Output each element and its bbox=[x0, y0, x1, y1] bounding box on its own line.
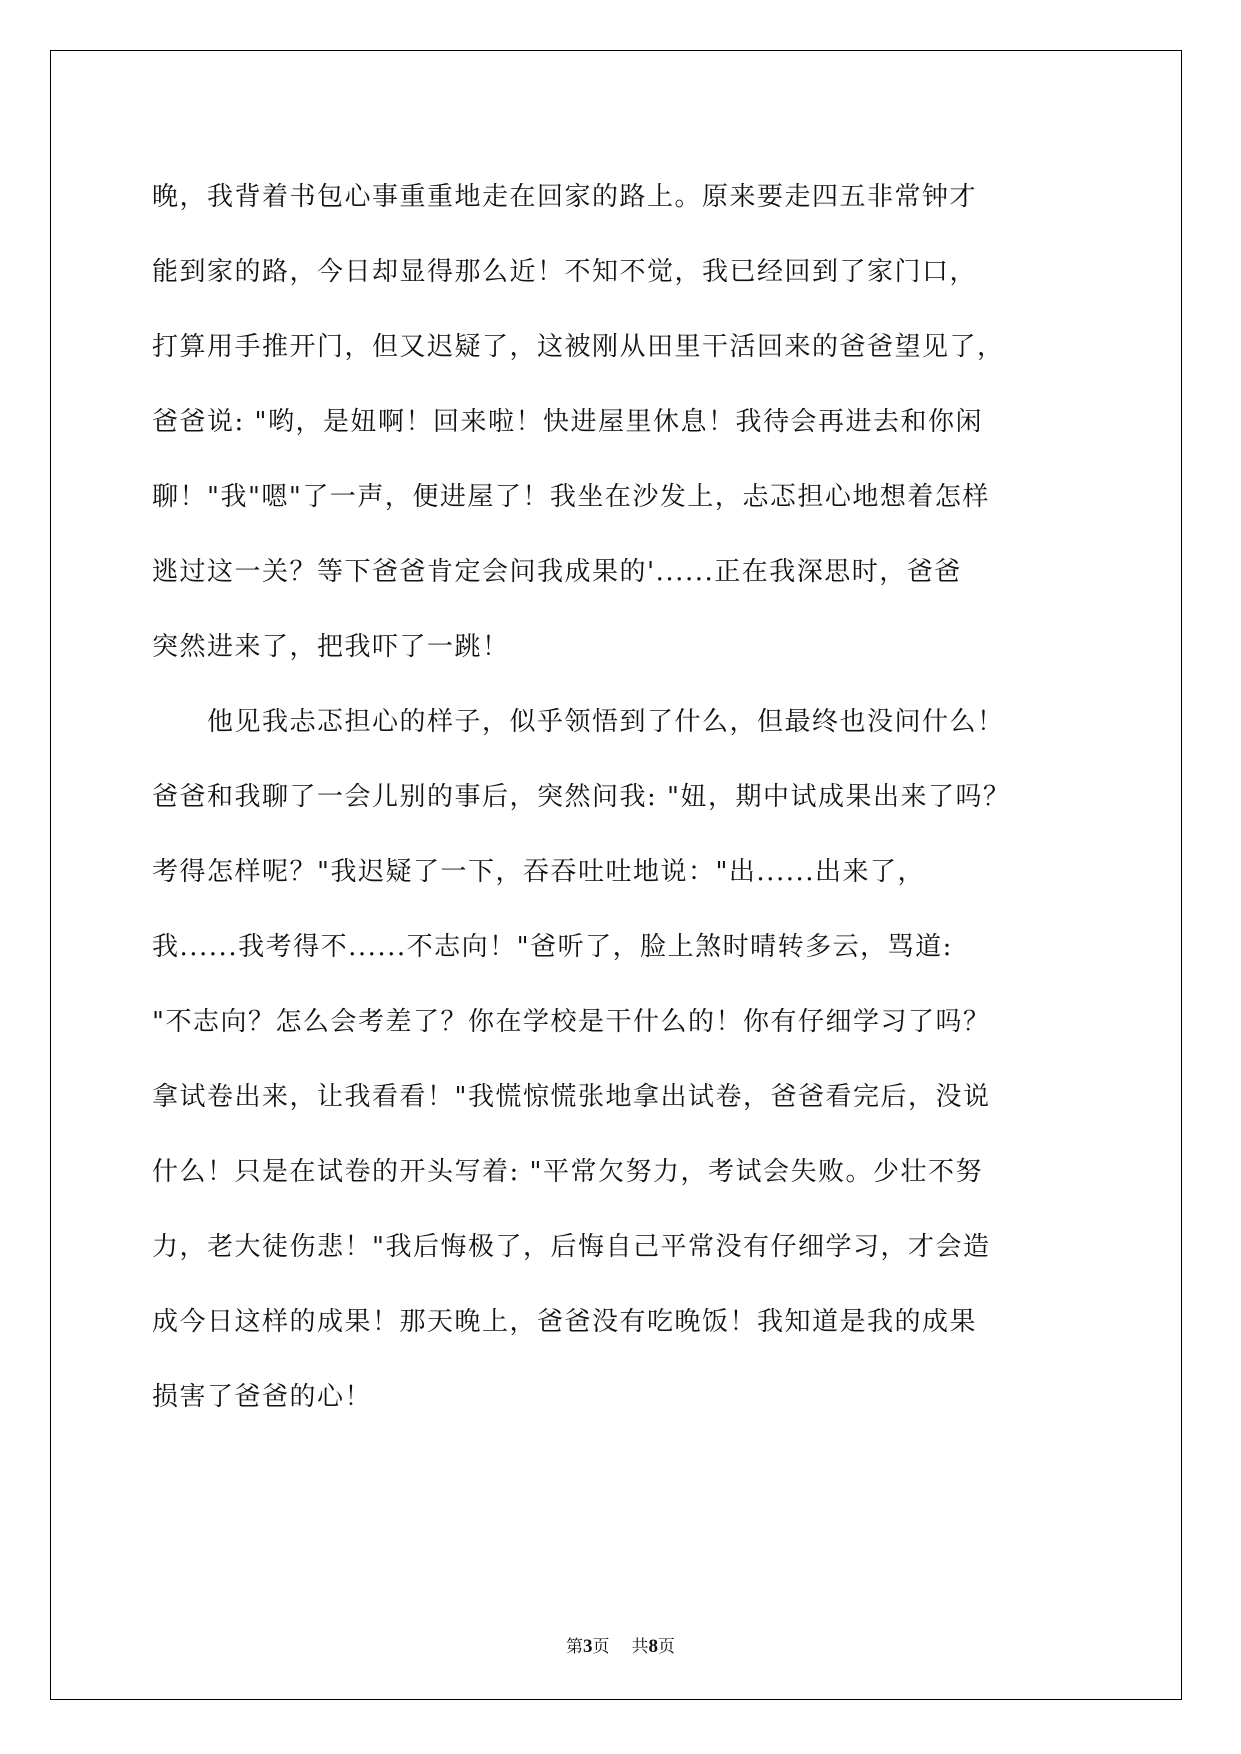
total-prefix: 共 bbox=[631, 1637, 649, 1657]
text-line: 聊！"我"嗯"了一声，便进屋了！我坐在沙发上，忐忑担心地想着怎样 bbox=[152, 482, 990, 512]
text-line: 拿试卷出来，让我看看！"我慌惊慌张地拿出试卷，爸爸看完后，没说 bbox=[152, 1082, 991, 1112]
text-line: 我......我考得不......不志向！"爸听了，脸上煞时晴转多云，骂道: bbox=[152, 932, 953, 962]
text-line: 逃过这一关？等下爸爸肯定会问我成果的'......正在我深思时，爸爸 bbox=[152, 557, 962, 587]
text-line: 力，老大徒伤悲！"我后悔极了，后悔自己平常没有仔细学习，才会造 bbox=[152, 1232, 991, 1262]
text-line: 考得怎样呢？"我迟疑了一下，吞吞吐吐地说："出......出来了， bbox=[152, 857, 926, 887]
text-line: "不志向？怎么会考差了？你在学校是干什么的！你有仔细学习了吗？ bbox=[152, 1007, 991, 1037]
page-prefix: 第 bbox=[566, 1637, 583, 1657]
page-suffix: 页 bbox=[592, 1637, 610, 1657]
text-line: 什么！只是在试卷的开头写着: "平常欠努力，考试会失败。少壮不努 bbox=[152, 1157, 983, 1187]
text-line: 突然进来了，把我吓了一跳！ bbox=[152, 632, 510, 662]
text-line: 损害了爸爸的心！ bbox=[152, 1382, 373, 1412]
total-suffix: 页 bbox=[658, 1637, 675, 1657]
text-line: 能到家的路，今日却显得那么近！不知不觉，我已经回到了家门口， bbox=[152, 257, 978, 287]
page-footer bbox=[0, 1632, 1241, 1658]
text-line: 成今日这样的成果！那天晚上，爸爸没有吃晚饭！我知道是我的成果 bbox=[152, 1307, 978, 1337]
text-line: 晚，我背着书包心事重重地走在回家的路上。原来要走四五非常钟才 bbox=[152, 182, 978, 212]
text-line: 他见我忐忑担心的样子，似乎领悟到了什么，但最终也没问什么！ bbox=[152, 707, 1005, 737]
total-page-number: 8 bbox=[648, 1636, 658, 1657]
current-page-number: 3 bbox=[583, 1636, 593, 1657]
text-line: 爸爸说: "哟，是妞啊！回来啦！快进屋里休息！我待会再进去和你闲 bbox=[152, 407, 983, 437]
text-line: 爸爸和我聊了一会儿别的事后，突然问我: "妞，期中试成果出来了吗？ bbox=[152, 782, 1011, 812]
document-body bbox=[152, 160, 1092, 1435]
text-line: 打算用手推开门，但又迟疑了，这被刚从田里干活回来的爸爸望见了， bbox=[152, 332, 1005, 362]
